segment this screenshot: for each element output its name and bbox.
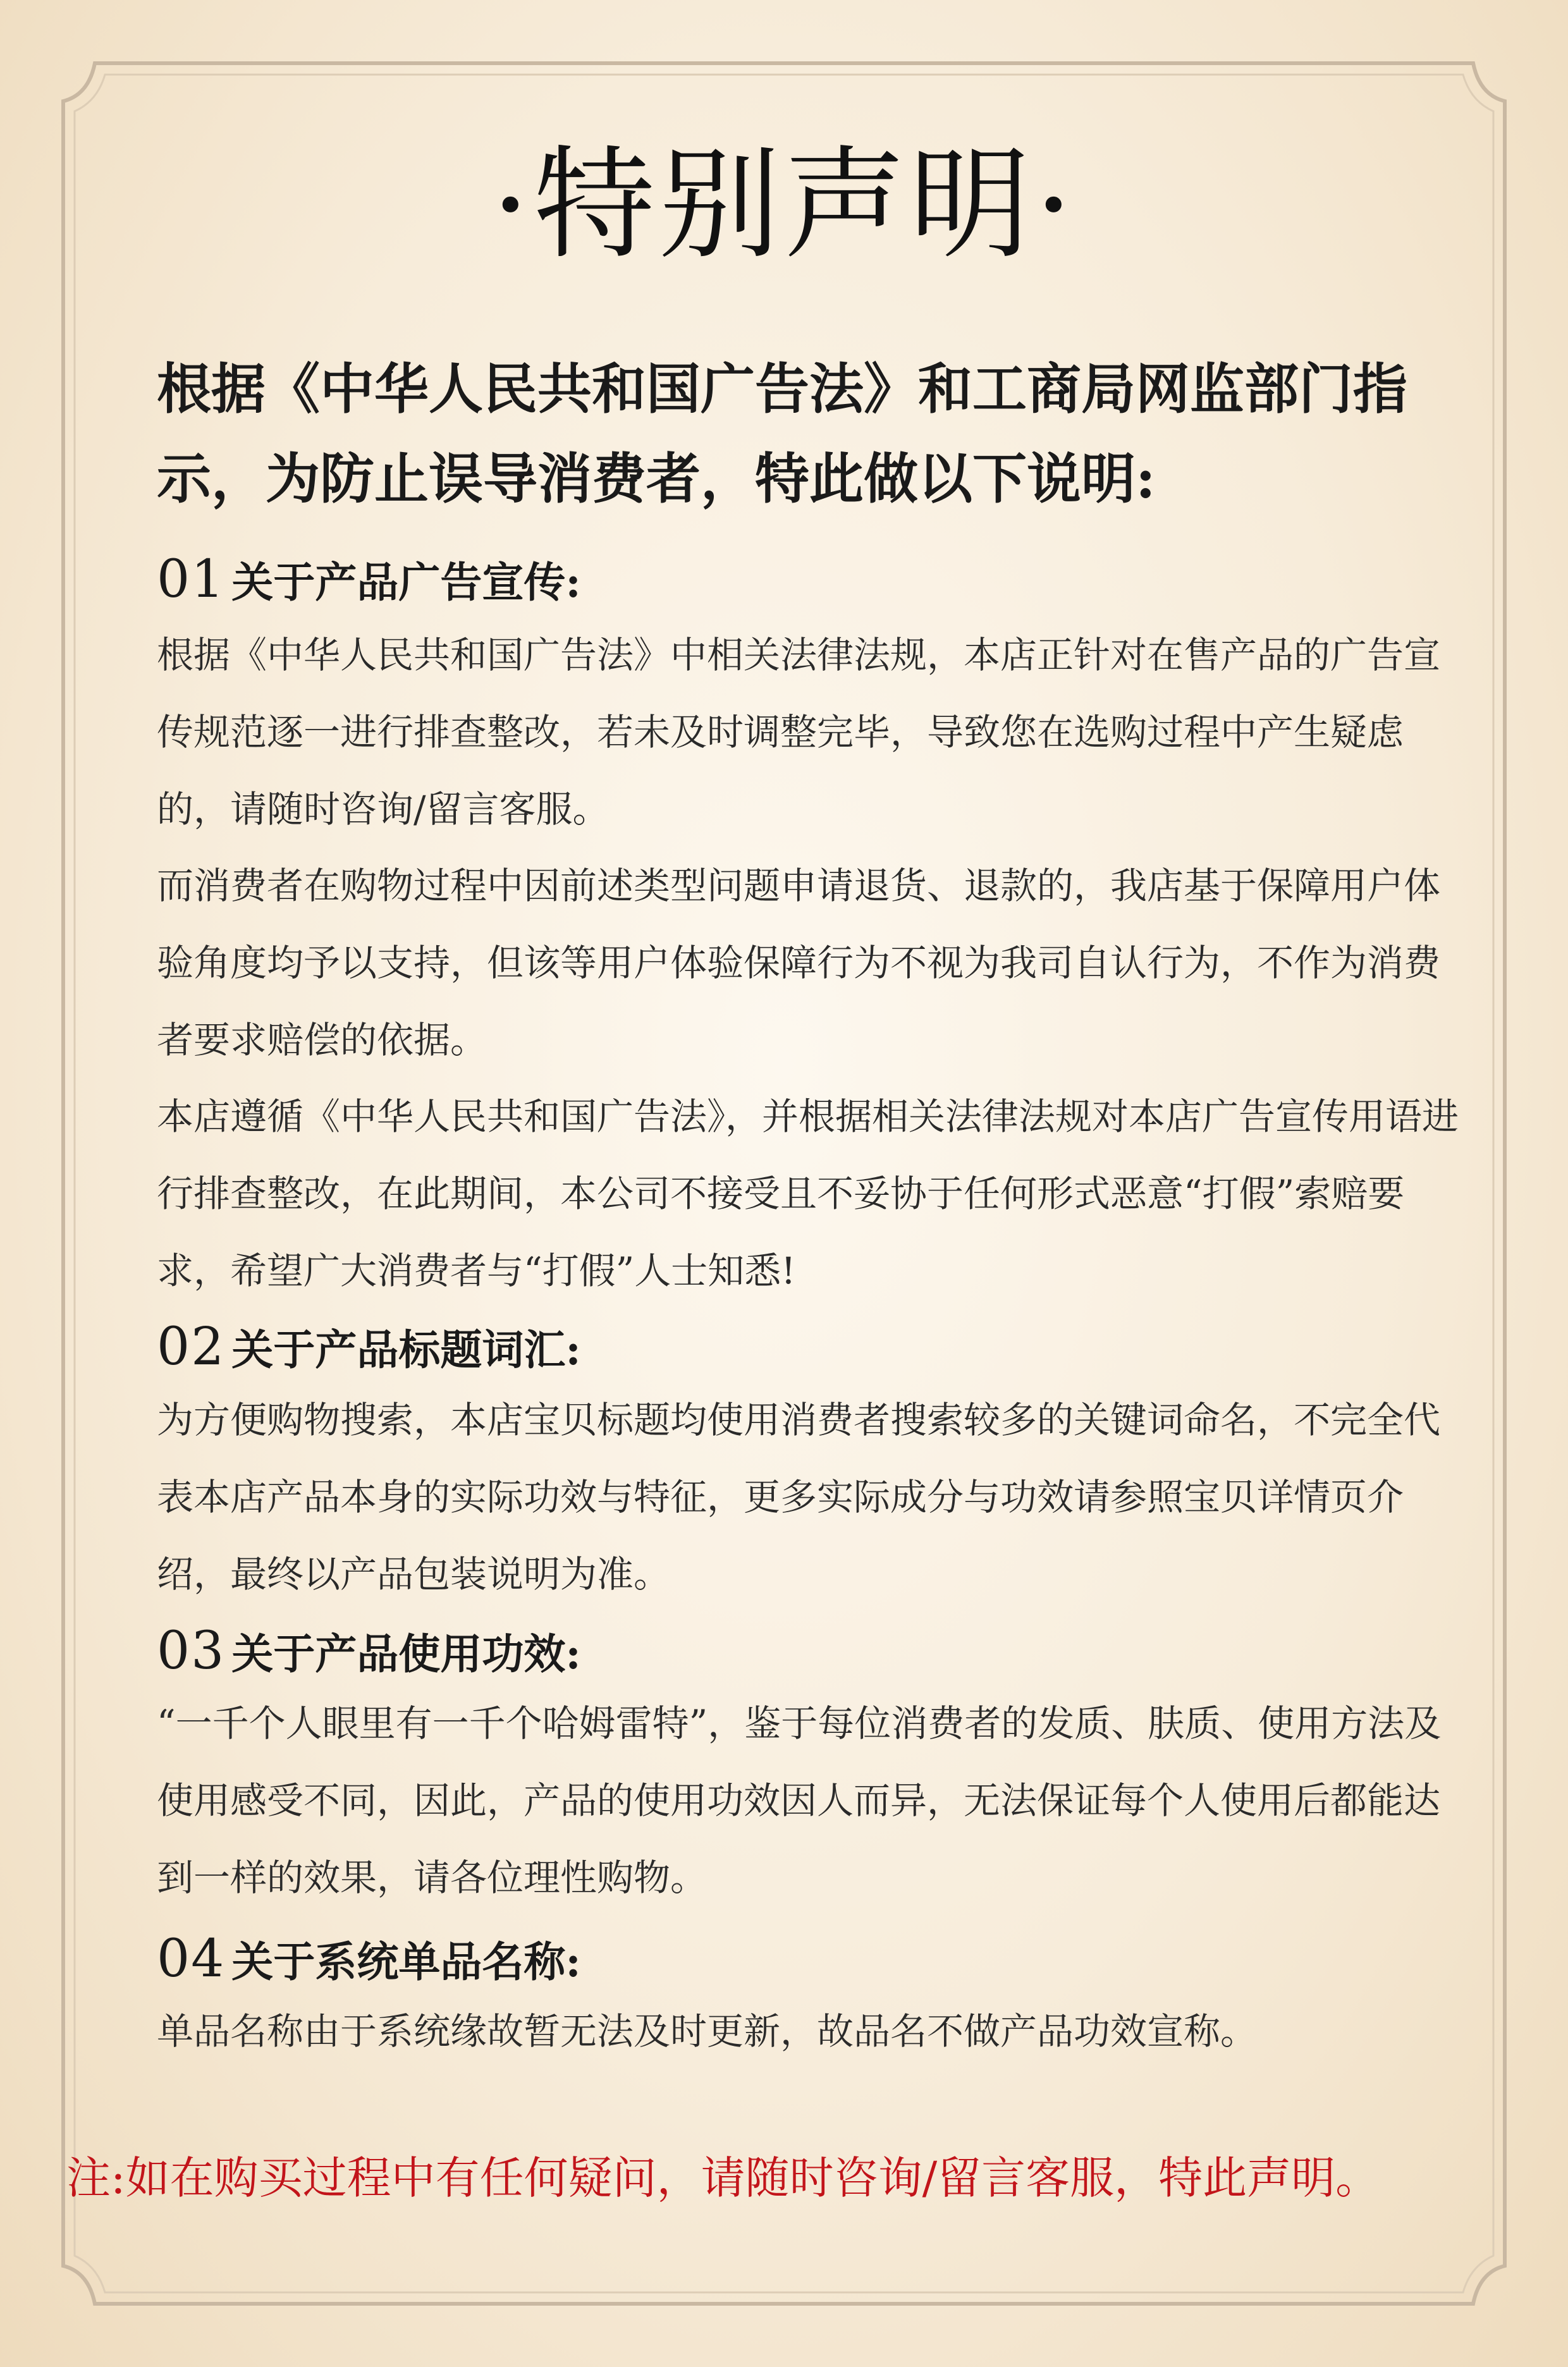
section-02-paragraph-1: 为方便购物搜索，本店宝贝标题均使用消费者搜索较多的关键词命名，不完全代表本店产品本身的实际功效与特征，更多实际成分与功效请参照宝贝详情页介绍，最终以产品包装说明为准。 <box>157 1398 1441 1596</box>
page-title: ·特别声明· <box>491 135 1077 276</box>
intro-statement: 根据《中华人民共和国广告法》和工商局网监部门指示，为防止误导消费者，特此做以下说明: <box>157 357 1407 511</box>
section-01-paragraph-1: 根据《中华人民共和国广告法》中相关法律法规，本店正针对在售产品的广告宣传规范逐一进行排查整改，若未及时调整完毕，导致您在选购过程中产生疑虑的，请随时咨询/留言客服。 <box>157 633 1441 831</box>
section-01-paragraph-3: 本店遵循《中华人民共和国广告法》，并根据相关法律法规对本店广告宣传用语进行排查整改，在此期间，本公司不接受且不妥协于任何形式恶意“打假”索赔要求，希望广大消费者与“打假”人士知悉! <box>157 1095 1459 1292</box>
section-03-heading <box>157 1620 581 1681</box>
section-number: 01 <box>157 549 226 609</box>
section-title: 关于产品广告宣传: <box>231 558 581 607</box>
section-02-heading <box>157 1316 581 1377</box>
section-01-heading <box>157 549 581 609</box>
section-04-paragraph-1: 单品名称由于系统缘故暂无法及时更新，故品名不做产品功效宣称。 <box>157 2010 1258 2053</box>
section-number: 03 <box>157 1621 226 1681</box>
section-number: 04 <box>157 1929 226 1989</box>
section-title: 关于产品使用功效: <box>231 1629 581 1679</box>
section-title: 关于产品标题词汇: <box>231 1325 581 1374</box>
customer-service-note: 注:如在购买过程中有任何疑问，请随时咨询/留言客服，特此声明。 <box>66 2152 1380 2204</box>
section-number: 02 <box>157 1317 226 1377</box>
section-04-heading <box>157 1928 581 1989</box>
section-01-paragraph-2: 而消费者在购物过程中因前述类型问题申请退货、退款的，我店基于保障用户体验角度均予以支持，但该等用户体验保障行为不视为我司自认行为，不作为消费者要求赔偿的依据。 <box>157 864 1441 1061</box>
section-03-paragraph-1: “一千个人眼里有一千个哈姆雷特”，鉴于每位消费者的发质、肤质、使用方法及使用感受不同，因此，产品的使用功效因人而异，无法保证每个人使用后都能达到一样的效果，请各位理性购物。 <box>157 1702 1442 1899</box>
section-title: 关于系统单品名称: <box>231 1937 581 1986</box>
